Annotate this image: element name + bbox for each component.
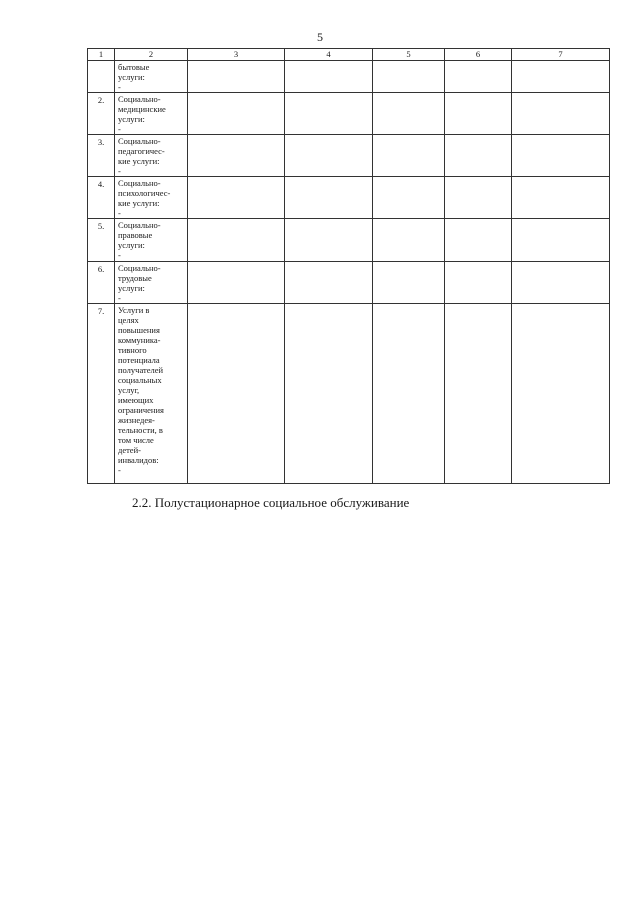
service-name: Социально- педагогичес- кие услуги: - xyxy=(115,135,188,177)
table-cell xyxy=(188,93,285,135)
table-cell xyxy=(285,304,373,484)
table-row xyxy=(88,177,610,219)
table-cell xyxy=(373,219,445,262)
table-cell xyxy=(188,304,285,484)
table-cell xyxy=(373,262,445,304)
table-cell xyxy=(445,61,512,93)
column-header: 7 xyxy=(512,49,610,61)
table-cell xyxy=(285,262,373,304)
table-cell xyxy=(188,219,285,262)
table-cell xyxy=(188,61,285,93)
table-cell xyxy=(445,93,512,135)
row-number xyxy=(88,61,115,93)
table-header-row xyxy=(88,49,610,61)
table-row xyxy=(88,219,610,262)
service-name: бытовые услуги: - xyxy=(115,61,188,93)
table-cell xyxy=(512,219,610,262)
column-header: 4 xyxy=(285,49,373,61)
table-row xyxy=(88,304,610,484)
service-name: Социально- психологичес- кие услуги: - xyxy=(115,177,188,219)
table-cell xyxy=(285,135,373,177)
table-cell xyxy=(445,177,512,219)
table-cell xyxy=(373,304,445,484)
service-name: Социально- медицинские услуги: - xyxy=(115,93,188,135)
row-number: 5. xyxy=(88,219,115,262)
services-table xyxy=(87,48,610,484)
table-cell xyxy=(512,177,610,219)
row-number: 2. xyxy=(88,93,115,135)
column-header: 5 xyxy=(373,49,445,61)
table-cell xyxy=(373,61,445,93)
table-cell xyxy=(188,135,285,177)
service-name: Услуги в целях повышения коммуника- тивного потенциала получателей социальных услуг, имеющих ограничения жизнедея- тельности, в том числе детей- инвалидов: - xyxy=(115,304,188,484)
table-cell xyxy=(512,61,610,93)
page-number: 5 xyxy=(317,30,323,44)
row-number: 6. xyxy=(88,262,115,304)
table-cell xyxy=(373,135,445,177)
table-cell xyxy=(285,177,373,219)
table-cell xyxy=(512,262,610,304)
table-cell xyxy=(512,135,610,177)
row-number: 3. xyxy=(88,135,115,177)
table-cell xyxy=(512,304,610,484)
service-name: Социально- правовые услуги: - xyxy=(115,219,188,262)
table-cell xyxy=(373,93,445,135)
table-cell xyxy=(285,219,373,262)
column-header: 2 xyxy=(115,49,188,61)
column-header: 6 xyxy=(445,49,512,61)
table-row xyxy=(88,93,610,135)
table-cell xyxy=(188,177,285,219)
table-cell xyxy=(285,93,373,135)
table-cell xyxy=(445,262,512,304)
table-row xyxy=(88,135,610,177)
section-heading: 2.2. Полустационарное социальное обслуживание xyxy=(132,495,410,510)
table-cell xyxy=(188,262,285,304)
table-cell xyxy=(373,177,445,219)
row-number: 7. xyxy=(88,304,115,484)
table-row xyxy=(88,61,610,93)
row-number: 4. xyxy=(88,177,115,219)
table-cell xyxy=(512,93,610,135)
table-cell xyxy=(445,304,512,484)
table-cell xyxy=(445,219,512,262)
column-header: 3 xyxy=(188,49,285,61)
service-name: Социально- трудовые услуги: - xyxy=(115,262,188,304)
table-cell xyxy=(285,61,373,93)
table-cell xyxy=(445,135,512,177)
table-row xyxy=(88,262,610,304)
column-header: 1 xyxy=(88,49,115,61)
